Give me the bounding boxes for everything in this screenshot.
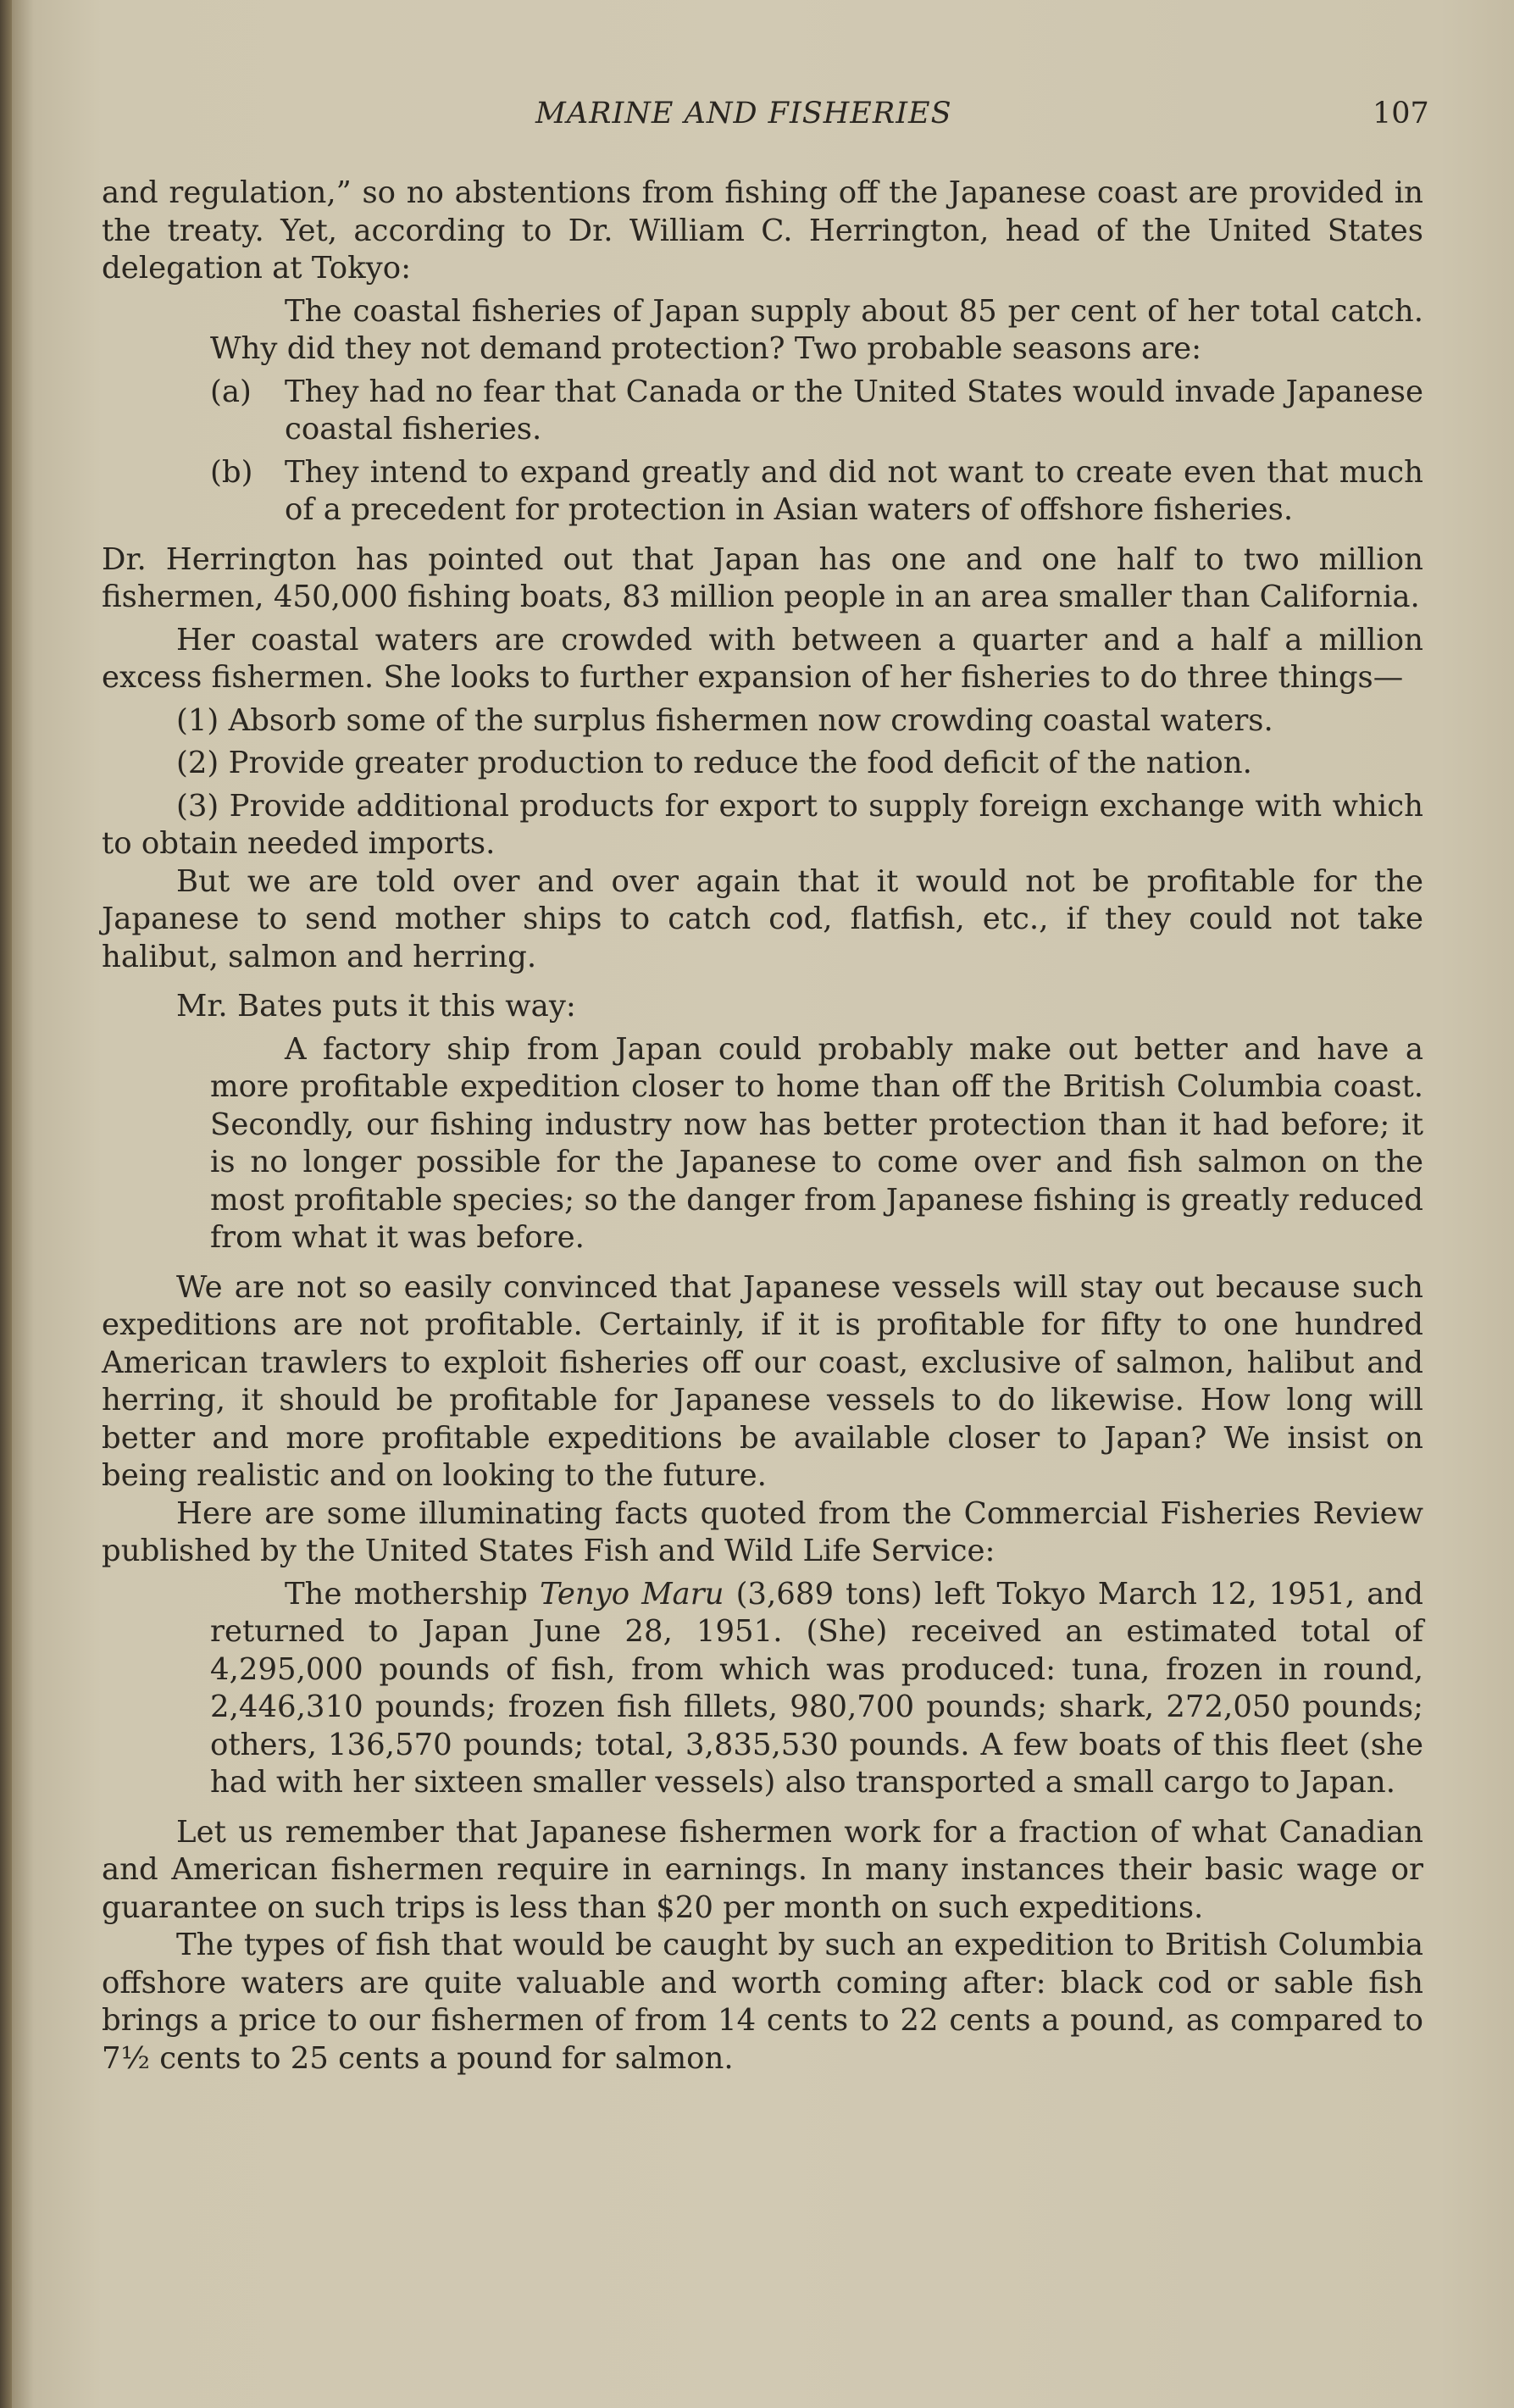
running-title: MARINE AND FISHERIES [535, 97, 952, 130]
paragraph: We are not so easily convinced that Japanese vessels will stay out because such expeditions are not profitable. Certainly, if it is profitable for fifty to one hundred American trawlers to exploit fisheries off our coast, exclusive of salmon, halibut and herring, it should be profitable for Japanese vessels to do likewise. How long will better and more profitable expeditions be available closer to Japan? We insist on being realistic and on looking to the future. [102, 1269, 1423, 1493]
paragraph: and regulation,” so no abstentions from fishing off the Japanese coast are provided in the treaty. Yet, according to Dr. William C. Herrington, head of the United States delegation at Tokyo: [102, 175, 1423, 286]
list-item-text: They had no fear that Canada or the United States would invade Japanese coastal fisheries. [285, 374, 1423, 447]
numbered-item: (1) Absorb some of the surplus fishermen now crowding coastal waters. [176, 702, 1273, 738]
paragraph: Mr. Bates puts it this way: [176, 989, 576, 1024]
list-item-text: They intend to expand greatly and did not want to create even that much of a precedent for protection in Asian waters of offshore fisheries. [285, 454, 1423, 527]
quote-text: The mothership [285, 1576, 540, 1612]
paragraph: But we are told over and over again that it would not be profitable for the Japanese to send mother ships to catch cod, flatfish, etc., if they could not take halibut, salmon and herring. [102, 863, 1423, 974]
paragraph: Let us remember that Japanese fishermen work for a fraction of what Canadian and American fishermen require in earnings. In many instances their basic wage or guarantee on such trips is less than $20 per month on such expeditions. [102, 1814, 1423, 1925]
paragraph: Dr. Herrington has pointed out that Japan has one and one half to two million fishermen, 450,000 fishing boats, 83 million people in an area smaller than California. [102, 541, 1423, 614]
block-quote-herrington [210, 293, 1423, 369]
numbered-item: (2) Provide greater production to reduce the food deficit of the nation. [176, 746, 1252, 780]
quote-paragraph: A factory ship from Japan could probably make out better and have a more profitable expedition closer to home than off the British Columbia coast. Secondly, our fishing industry now has better protection than it had before; it is no longer possible for the Japanese to come over and fish salmon on the most profitable species; so the danger from Japanese fishing is greatly reduced from what it was before. [210, 1031, 1423, 1255]
list-marker: (b) [210, 454, 253, 490]
ship-name: Tenyo Maru [539, 1576, 724, 1612]
page-number: 107 [1373, 97, 1429, 130]
block-quote-fisheries-review [210, 1576, 1423, 1802]
quote-text: (3,689 tons) left Tokyo March 12, 1951, and returned to Japan June 28, 1951. (She) received an estimated total of 4,295,000 pounds of fish, from which was produced: tuna, frozen in round, 2,446,310 pounds; frozen fish fillets, 980,700 pounds; shark, 272,050 pounds; others, 136,570 pounds; total, 3,835,530 pounds. A few boats of this fleet (she had with her sixteen smaller vessels) also transported a small cargo to Japan. [210, 1576, 1423, 1800]
list-marker: (a) [210, 374, 252, 409]
numbered-item: (3) Provide additional products for export to supply foreign exchange with which to obtain needed imports. [102, 788, 1423, 861]
paragraph: The types of fish that would be caught by such an expedition to British Columbia offshore waters are quite valuable and worth coming after: black cod or sable fish brings a price to our fishermen of from 14 cents to 22 cents a pound, as compared to 7½ cents to 25 cents a pound for salmon. [102, 1928, 1423, 2076]
body-text [102, 175, 1423, 2078]
quote-paragraph: The coastal fisheries of Japan supply about 85 per cent of her total catch. Why did they not demand protection? Two probable seasons are: [210, 293, 1423, 366]
paragraph: Here are some illuminating facts quoted from the Commercial Fisheries Review published by the United States Fish and Wild Life Service: [102, 1495, 1423, 1568]
block-quote-bates [210, 1031, 1423, 1257]
quote-list-item [210, 374, 1423, 449]
quote-list-item [210, 454, 1423, 530]
paragraph: Her coastal waters are crowded with between a quarter and a half a million excess fishermen. She looks to further expansion of her fisheries to do three things— [102, 622, 1423, 695]
page-binding-edge [0, 0, 12, 2408]
quote-paragraph [210, 1576, 1423, 1802]
running-header [0, 97, 1514, 139]
